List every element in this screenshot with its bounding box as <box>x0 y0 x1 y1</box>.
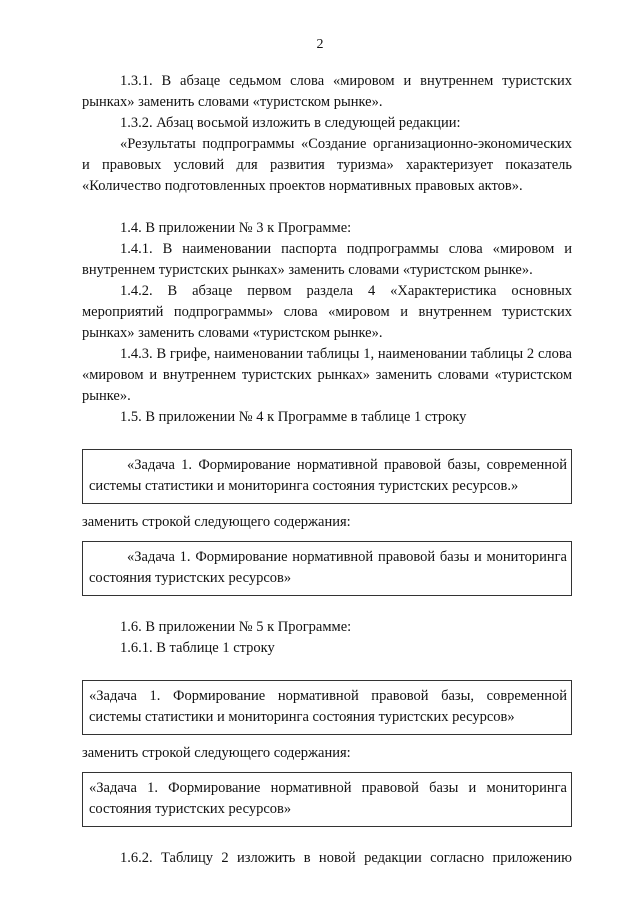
spacer <box>82 659 572 680</box>
paragraph-1-4: 1.4. В приложении № 3 к Программе: <box>120 220 352 236</box>
spacer <box>82 197 572 218</box>
paragraph-1-3-2-quote: «Результаты подпрограммы «Создание организационно-экономических и правовых условий для развития туризма» характеризует показатель «Количество подготовленных проектов нормативных правовых актов». <box>82 136 572 194</box>
spacer <box>82 533 572 541</box>
paragraph-1-4-1: 1.4.1. В наименовании паспорта подпрограммы слова «мировом и внутреннем туристских рынках» заменить словами «туристском рынке». <box>82 241 572 278</box>
paragraph-1-5: 1.5. В приложении № 4 к Программе в таблице 1 строку <box>120 409 467 425</box>
paragraph-1-3-1: 1.3.1. В абзаце седьмом слова «мировом и внутреннем туристских рынках» заменить словами «туристском рынке». <box>82 73 572 110</box>
table-row-text: «Задача 1. Формирование нормативной правовой базы, современной системы статистики и мониторинга состояния туристских ресурсов» <box>89 688 567 725</box>
spacer <box>82 735 572 743</box>
table-row-box-new-2 <box>82 772 572 827</box>
spacer <box>82 504 572 512</box>
spacer <box>82 764 572 772</box>
paragraph-1-6-1: 1.6.1. В таблице 1 строку <box>120 640 275 656</box>
paragraph-1-6-2: 1.6.2. Таблицу 2 изложить в новой редакции согласно приложению <box>120 850 572 866</box>
table-row-box-old-2 <box>82 680 572 735</box>
table-row-text: «Задача 1. Формирование нормативной правовой базы и мониторинга состояния туристских ресурсов» <box>89 549 567 586</box>
spacer <box>82 428 572 449</box>
page-number: 2 <box>316 37 324 52</box>
paragraph-1-3-2: 1.3.2. Абзац восьмой изложить в следующей редакции: <box>120 115 461 131</box>
table-row-text: «Задача 1. Формирование нормативной правовой базы и мониторинга состояния туристских ресурсов» <box>89 780 567 817</box>
spacer <box>82 827 572 848</box>
replace-instruction-2: заменить строкой следующего содержания: <box>82 745 351 761</box>
spacer <box>82 596 572 617</box>
document-body <box>82 71 572 869</box>
table-row-box-old-1 <box>82 449 572 504</box>
paragraph-1-4-3: 1.4.3. В грифе, наименовании таблицы 1, наименовании таблицы 2 слова «мировом и внутреннем туристских рынках» заменить словами «туристском рынке». <box>82 346 572 404</box>
table-row-box-new-1 <box>82 541 572 596</box>
paragraph-1-6: 1.6. В приложении № 5 к Программе: <box>120 619 352 635</box>
replace-instruction-1: заменить строкой следующего содержания: <box>82 514 351 530</box>
table-row-text: «Задача 1. Формирование нормативной правовой базы, современной системы статистики и мониторинга состояния туристских ресурсов.» <box>89 457 567 494</box>
paragraph-1-4-2: 1.4.2. В абзаце первом раздела 4 «Характеристика основных мероприятий подпрограммы» слова «мировом и внутреннем туристских рынках» заменить словами «туристском рынке». <box>82 283 572 341</box>
